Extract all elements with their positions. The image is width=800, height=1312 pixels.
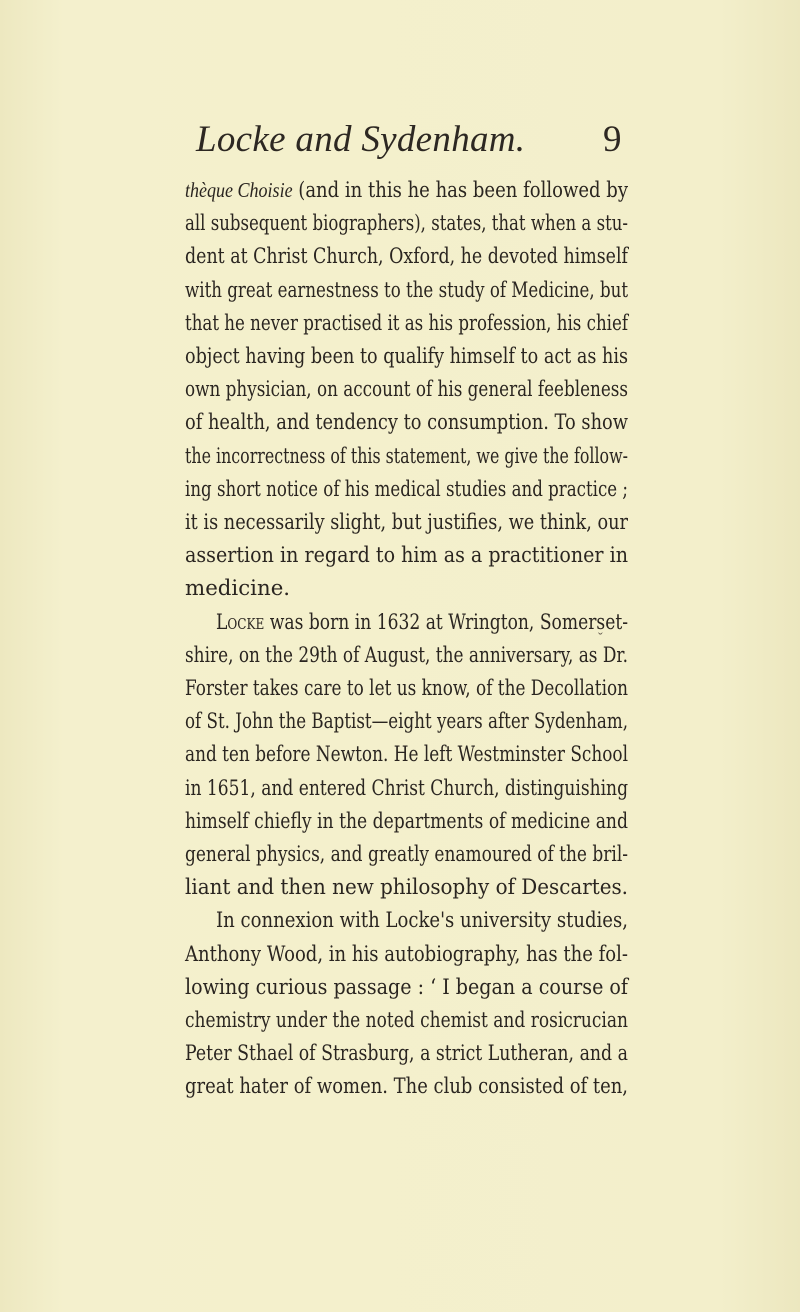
text-line [185, 1074, 628, 1099]
text-line [185, 211, 628, 236]
text-run: medicine. [185, 576, 291, 602]
running-head [0, 118, 800, 168]
text-line [185, 776, 628, 801]
text-run: Forster takes care to let us know, of the Decollation [185, 676, 628, 701]
text-line [185, 477, 628, 502]
text-run: Anthony Wood, in his autobiography, has the fol- [185, 941, 628, 967]
page-number: 9 [603, 119, 622, 160]
text-line [185, 1008, 628, 1033]
text-line [185, 278, 628, 303]
text-line [185, 742, 628, 767]
text-run: great hater of women. The club consisted of ten, [185, 1074, 628, 1100]
text-run: all subsequent biographers), states, that when a stu- [185, 211, 628, 237]
text-line [185, 510, 628, 535]
text-run: the incorrectness of this statement, we give the follow- [185, 443, 628, 469]
text-run: own physician, on account of his general feebleness [185, 377, 628, 403]
text-run: chemistry under the noted chemist and rosicrucian [185, 1008, 628, 1033]
text-line [185, 410, 628, 435]
text-line [185, 311, 628, 336]
text-line [185, 344, 628, 369]
text-line [185, 942, 628, 967]
text-line [185, 975, 628, 1000]
text-run: himself chiefly in the departments of medicine and [185, 808, 628, 834]
text-line [185, 709, 628, 734]
text-run: object having been to qualify himself to act as his [185, 344, 628, 369]
text-line [185, 377, 628, 402]
text-line [185, 178, 628, 203]
text-run: in 1651, and entered Christ Church, distinguishing [185, 775, 628, 801]
text-run: liant and then new philosophy of Descartes. [185, 875, 628, 901]
smallcaps-text: Locke [216, 609, 265, 635]
text-run: that he never practised it as his profession, his chief [185, 310, 628, 336]
text-line [185, 244, 628, 269]
text-line [185, 444, 628, 469]
text-run: of St. John the Baptist—eight years after Sydenham, [185, 709, 628, 735]
text-run: dent at Christ Church, Oxford, he devoted himself [185, 244, 628, 270]
text-line [185, 643, 628, 668]
text-line [216, 610, 628, 635]
italic-text: thèque Choisie [185, 178, 293, 202]
text-line [185, 576, 290, 601]
text-run: (and in this he has been followed by [292, 178, 628, 203]
text-run: it is necessarily slight, but justifies, we think, our [185, 510, 628, 535]
running-title: Locke and Sydenham. [196, 119, 526, 160]
text-line [185, 809, 628, 834]
text-run: ing short notice of his medical studies and practice ; [185, 476, 628, 502]
text-run: shire, on the 29th of August, the anniversary, as Dr. [185, 642, 628, 668]
text-run: assertion in regard to him as a practitioner in [185, 543, 628, 569]
text-run: of health, and tendency to consumption. To show [185, 410, 628, 436]
text-line [216, 908, 628, 933]
text-run: was born in 1632 at Wrington, Somerset- [264, 609, 628, 635]
text-run: lowing curious passage : ‘ I began a course of [185, 974, 628, 1000]
text-run: with great earnestness to the study of Medicine, but [185, 277, 628, 303]
text-line [185, 875, 628, 900]
text-line [185, 1041, 628, 1066]
text-run: general physics, and greatly enamoured of the bril- [185, 842, 628, 867]
text-run: Peter Sthael of Strasburg, a strict Lutheran, and a [185, 1041, 628, 1067]
margin-mark: ˇ [598, 631, 603, 646]
text-line [185, 842, 628, 867]
text-run: In connexion with Locke's university studies, [216, 908, 628, 934]
text-line [185, 676, 628, 701]
text-line [185, 543, 628, 568]
text-run: and ten before Newton. He left Westminster School [185, 742, 628, 768]
